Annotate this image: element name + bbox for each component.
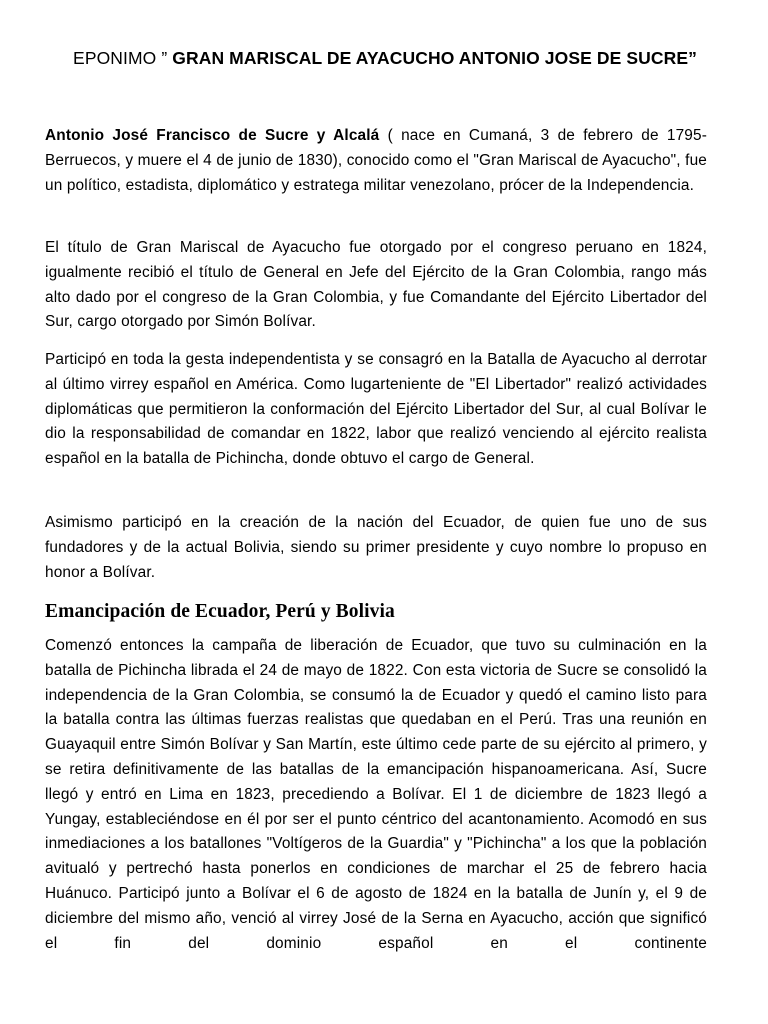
section-heading: Emancipación de Ecuador, Perú y Bolivia [45, 601, 395, 622]
paragraph-ecuador-bolivia: Asimismo participó en la creación de la nación del Ecuador, de quien fue uno de sus fundadores y de la actual Bolivia, siendo su primer presidente y cuyo nombre lo propuso en honor a Bolívar. [45, 514, 707, 581]
title-main: GRAN MARISCAL DE AYACUCHO ANTONIO JOSE DE SUCRE” [172, 48, 697, 68]
paragraph-biography [45, 124, 707, 198]
paragraph-independence: Participó en toda la gesta independentista y se consagró en la Batalla de Ayacucho al derrotar al último virrey español en América. Como lugarteniente de "El Libertador" realizó actividades diplomáticas que permitieron la conformación del Ejército Libertador del Sur, al cual Bolívar le dio la responsabilidad de comandar en 1822, labor que realizó venciendo al ejército realista español en la batalla de Pichincha, donde obtuvo el cargo de General. [45, 351, 707, 468]
paragraph-title-origin: El título de Gran Mariscal de Ayacucho fue otorgado por el congreso peruano en 1824, igualmente recibió el título de General en Jefe del Ejército de la Gran Colombia, rango más alto dado por el congreso de la Gran Colombia, y fue Comandante del Ejército Libertador del Sur, cargo otorgado por Simón Bolívar. [45, 239, 707, 331]
paragraph-emancipation: Comenzó entonces la campaña de liberación de Ecuador, que tuvo su culminación en la batalla de Pichincha librada el 24 de mayo de 1822. Con esta victoria de Sucre se consolidó la independencia de la Gran Colombia, se consumó la de Ecuador y quedó el camino listo para la batalla contra las últimas fuerzas realistas que quedaban en el Perú. Tras una reunión en Guayaquil entre Simón Bolívar y San Martín, este último cede parte de su ejército al primero, y se retira definitivamente de las batallas de la emancipación hispanoamericana. Así, Sucre llegó y entró en Lima en 1823, precediendo a Bolívar. El 1 de diciembre de 1823 llegó a Yungay, estableciéndose en él por ser el punto céntrico del acantonamiento. Acomodó en sus inmediaciones a los batallones "Voltígeros de la Guardia" y "Pichincha" a los que la población avitualó y pertrechó hasta ponerlos en condiciones de marchar el 25 de febrero hacia Huánuco. Participó junto a Bolívar el 6 de agosto de 1824 en la batalla de Junín y, el 9 de diciembre del mismo año, venció al virrey José de la Serna en Ayacucho, acción que significó el fin del dominio español en el continente [45, 637, 707, 952]
paragraph-biography-text: ( nace en Cumaná, 3 de febrero de 1795-Berruecos, y muere el 4 de junio de 1830), conocido como el "Gran Mariscal de Ayacucho", fue un político, estadista, diplomático y estratega militar venezolano, prócer de la Independencia. [45, 127, 707, 194]
document-title [40, 48, 730, 69]
title-prefix: EPONIMO ” [73, 48, 173, 68]
full-name: Antonio José Francisco de Sucre y Alcalá [45, 127, 380, 144]
